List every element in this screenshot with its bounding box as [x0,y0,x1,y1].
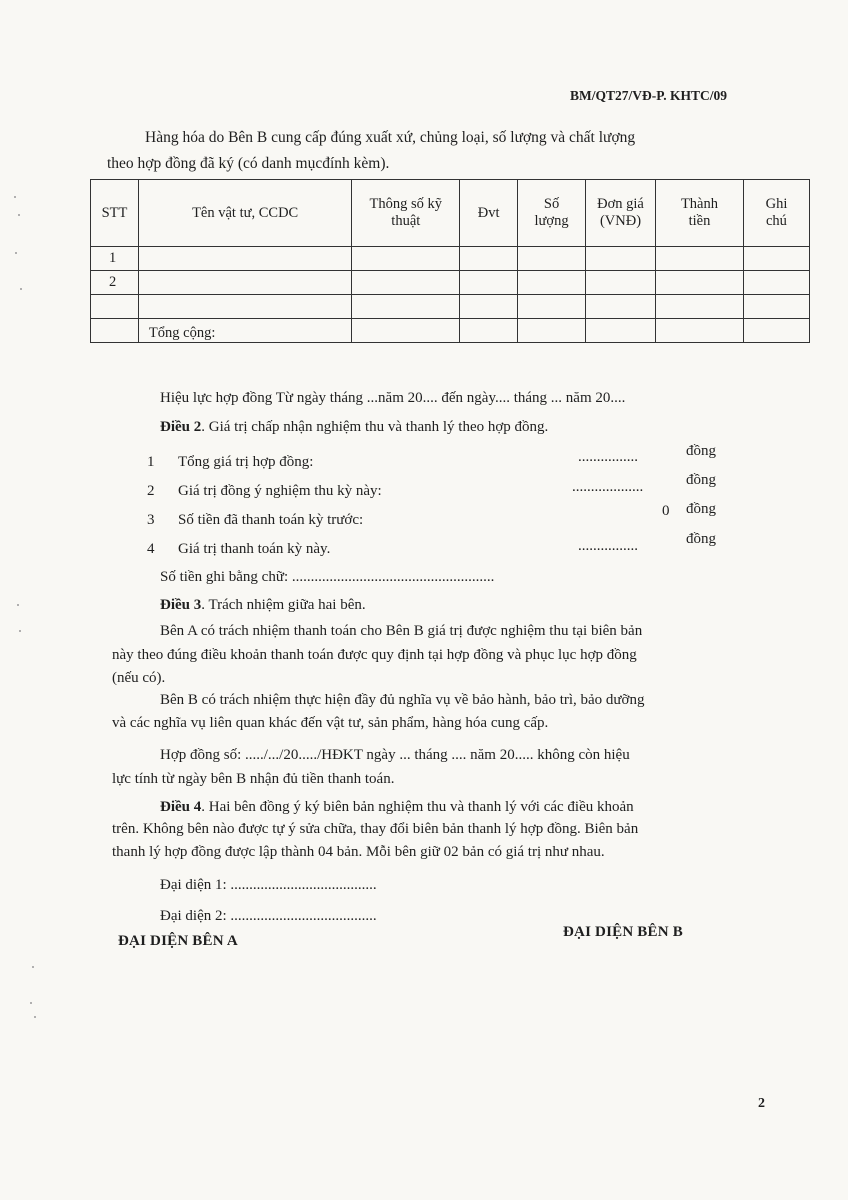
col-header-unit: Đvt [460,180,518,247]
row-stt [91,295,139,319]
representative-2: Đại diện 2: ....................................... [160,908,377,924]
row-cell [656,271,744,295]
article-3-para3-line2: lực tính từ ngày bên B nhận đủ tiền thanh toán. [112,771,395,787]
total-label: Tổng cộng: [138,319,351,343]
scan-speck [15,252,17,254]
row-cell [586,319,656,343]
row-stt: 2 [91,271,139,295]
row-cell [656,319,744,343]
signature-party-b: ĐẠI DIỆN BÊN B [563,924,683,940]
scan-speck [19,630,21,632]
article-3-para2-line1: Bên B có trách nhiệm thực hiện đầy đủ nghĩa vụ về bảo hành, bảo trì, bảo dưỡng [160,692,645,708]
article-2-item-label: Giá trị thanh toán kỳ này. [178,541,331,557]
article-2-item-num: 1 [147,454,155,470]
article-3-para2-line2: và các nghĩa vụ liên quan khác đến vật tư, sản phẩm, hàng hóa cung cấp. [112,715,549,731]
scan-speck [32,966,34,968]
form-code: BM/QT27/VĐ-P. KHTC/09 [570,88,728,103]
table-header-row [91,180,810,247]
intro-line-2: theo hợp đồng đã ký (có danh mụcđính kèm). [107,155,390,172]
row-cell [743,319,809,343]
col-header-spec: Thông số kỹ thuật [352,180,460,247]
col-header-note: Ghi chú [743,180,809,247]
intro-line-1: Hàng hóa do Bên B cung cấp đúng xuất xứ, chủng loại, số lượng và chất lượng [145,129,636,146]
article-4-line3: thanh lý hợp đồng được lập thành 04 bản. Mỗi bên giữ 02 bản có giá trị như nhau. [112,844,605,860]
article-2-item-value: 0 [662,503,670,519]
article-2-title: Điều 2 [160,419,202,435]
row-cell [518,247,586,271]
article-4-title: Điều 4 [160,799,202,815]
article-3-para3-line1: Hợp đồng số: ...../.../20...../HĐKT ngày ... tháng .... năm 20..... không còn hiệu [160,747,630,763]
row-cell [138,271,351,295]
row-cell [91,319,139,343]
scan-speck [17,604,19,606]
scan-speck [20,288,22,290]
row-cell [518,295,586,319]
table-row [91,271,810,295]
article-2-item-label: Số tiền đã thanh toán kỳ trước: [178,512,364,528]
col-header-amount: Thành tiền [656,180,744,247]
row-cell [518,319,586,343]
representative-1: Đại diện 1: ....................................... [160,877,377,893]
goods-table [90,179,810,343]
row-cell [743,271,809,295]
article-2-item-label: Tổng giá trị hợp đồng: [178,454,314,470]
article-4-line2: trên. Không bên nào được tự ý sửa chữa, thay đổi biên bản thanh lý hợp đồng. Biên bản [112,821,639,837]
col-header-qty: Số lượng [518,180,586,247]
row-cell [460,247,518,271]
col-header-name: Tên vật tư, CCDC [138,180,351,247]
article-4-line1-rest: . Hai bên đồng ý ký biên bản nghiệm thu và thanh lý với các điều khoản [201,799,634,815]
article-2-item-unit: đồng [686,501,716,517]
article-2-title-rest: . Giá trị chấp nhận nghiệm thu và thanh lý theo hợp đồng. [201,419,549,435]
row-cell [586,271,656,295]
article-2-item-value: ................ [578,449,638,465]
row-cell [743,247,809,271]
row-cell [586,295,656,319]
scan-speck [30,1002,32,1004]
row-cell [656,247,744,271]
col-header-price: Đơn giá (VNĐ) [586,180,656,247]
row-cell [460,319,518,343]
article-2-item-value: ................... [572,479,644,495]
article-4-line1 [160,796,634,818]
article-2-item-label: Giá trị đồng ý nghiệm thu kỳ này: [178,483,382,499]
article-2-item-value: ................ [578,538,638,554]
article-3-title: Điều 3 [160,597,202,613]
article-3-para1-line3: (nếu có). [112,670,166,686]
scan-speck [18,214,20,216]
page-number: 2 [758,1096,765,1111]
table-row [91,247,810,271]
row-cell [586,247,656,271]
row-cell [743,295,809,319]
row-cell [138,247,351,271]
scan-speck [14,196,16,198]
article-3-para1-line1: Bên A có trách nhiệm thanh toán cho Bên B giá trị được nghiệm thu tại biên bản [160,623,643,639]
table-total-row [91,319,810,343]
article-3-para1-line2: này theo đúng điều khoản thanh toán được quy định tại hợp đồng và phục lục hợp đồng [112,647,637,663]
table-row [91,295,810,319]
article-3-title-rest: . Trách nhiệm giữa hai bên. [201,597,366,613]
article-2-item-num: 4 [147,541,155,557]
signature-party-a: ĐẠI DIỆN BÊN A [118,933,238,949]
article-2-item-unit: đồng [686,531,716,547]
article-2-heading [160,416,548,438]
amount-in-words: Số tiền ghi bằng chữ: ...................................................... [160,569,495,585]
row-cell [460,295,518,319]
row-cell [352,295,460,319]
row-cell [518,271,586,295]
article-2-item-unit: đồng [686,472,716,488]
article-2-item-num: 2 [147,483,155,499]
col-header-stt: STT [91,180,139,247]
row-cell [656,295,744,319]
scan-speck [34,1016,36,1018]
article-2-item-num: 3 [147,512,155,528]
validity-line: Hiệu lực hợp đồng Từ ngày tháng ...năm 20.... đến ngày.... tháng ... năm 20.... [160,390,626,406]
article-2-item-unit: đồng [686,443,716,459]
row-cell [352,247,460,271]
row-cell [460,271,518,295]
row-stt: 1 [91,247,139,271]
row-cell [352,319,460,343]
article-3-heading [160,594,366,616]
row-cell [138,295,351,319]
row-cell [352,271,460,295]
